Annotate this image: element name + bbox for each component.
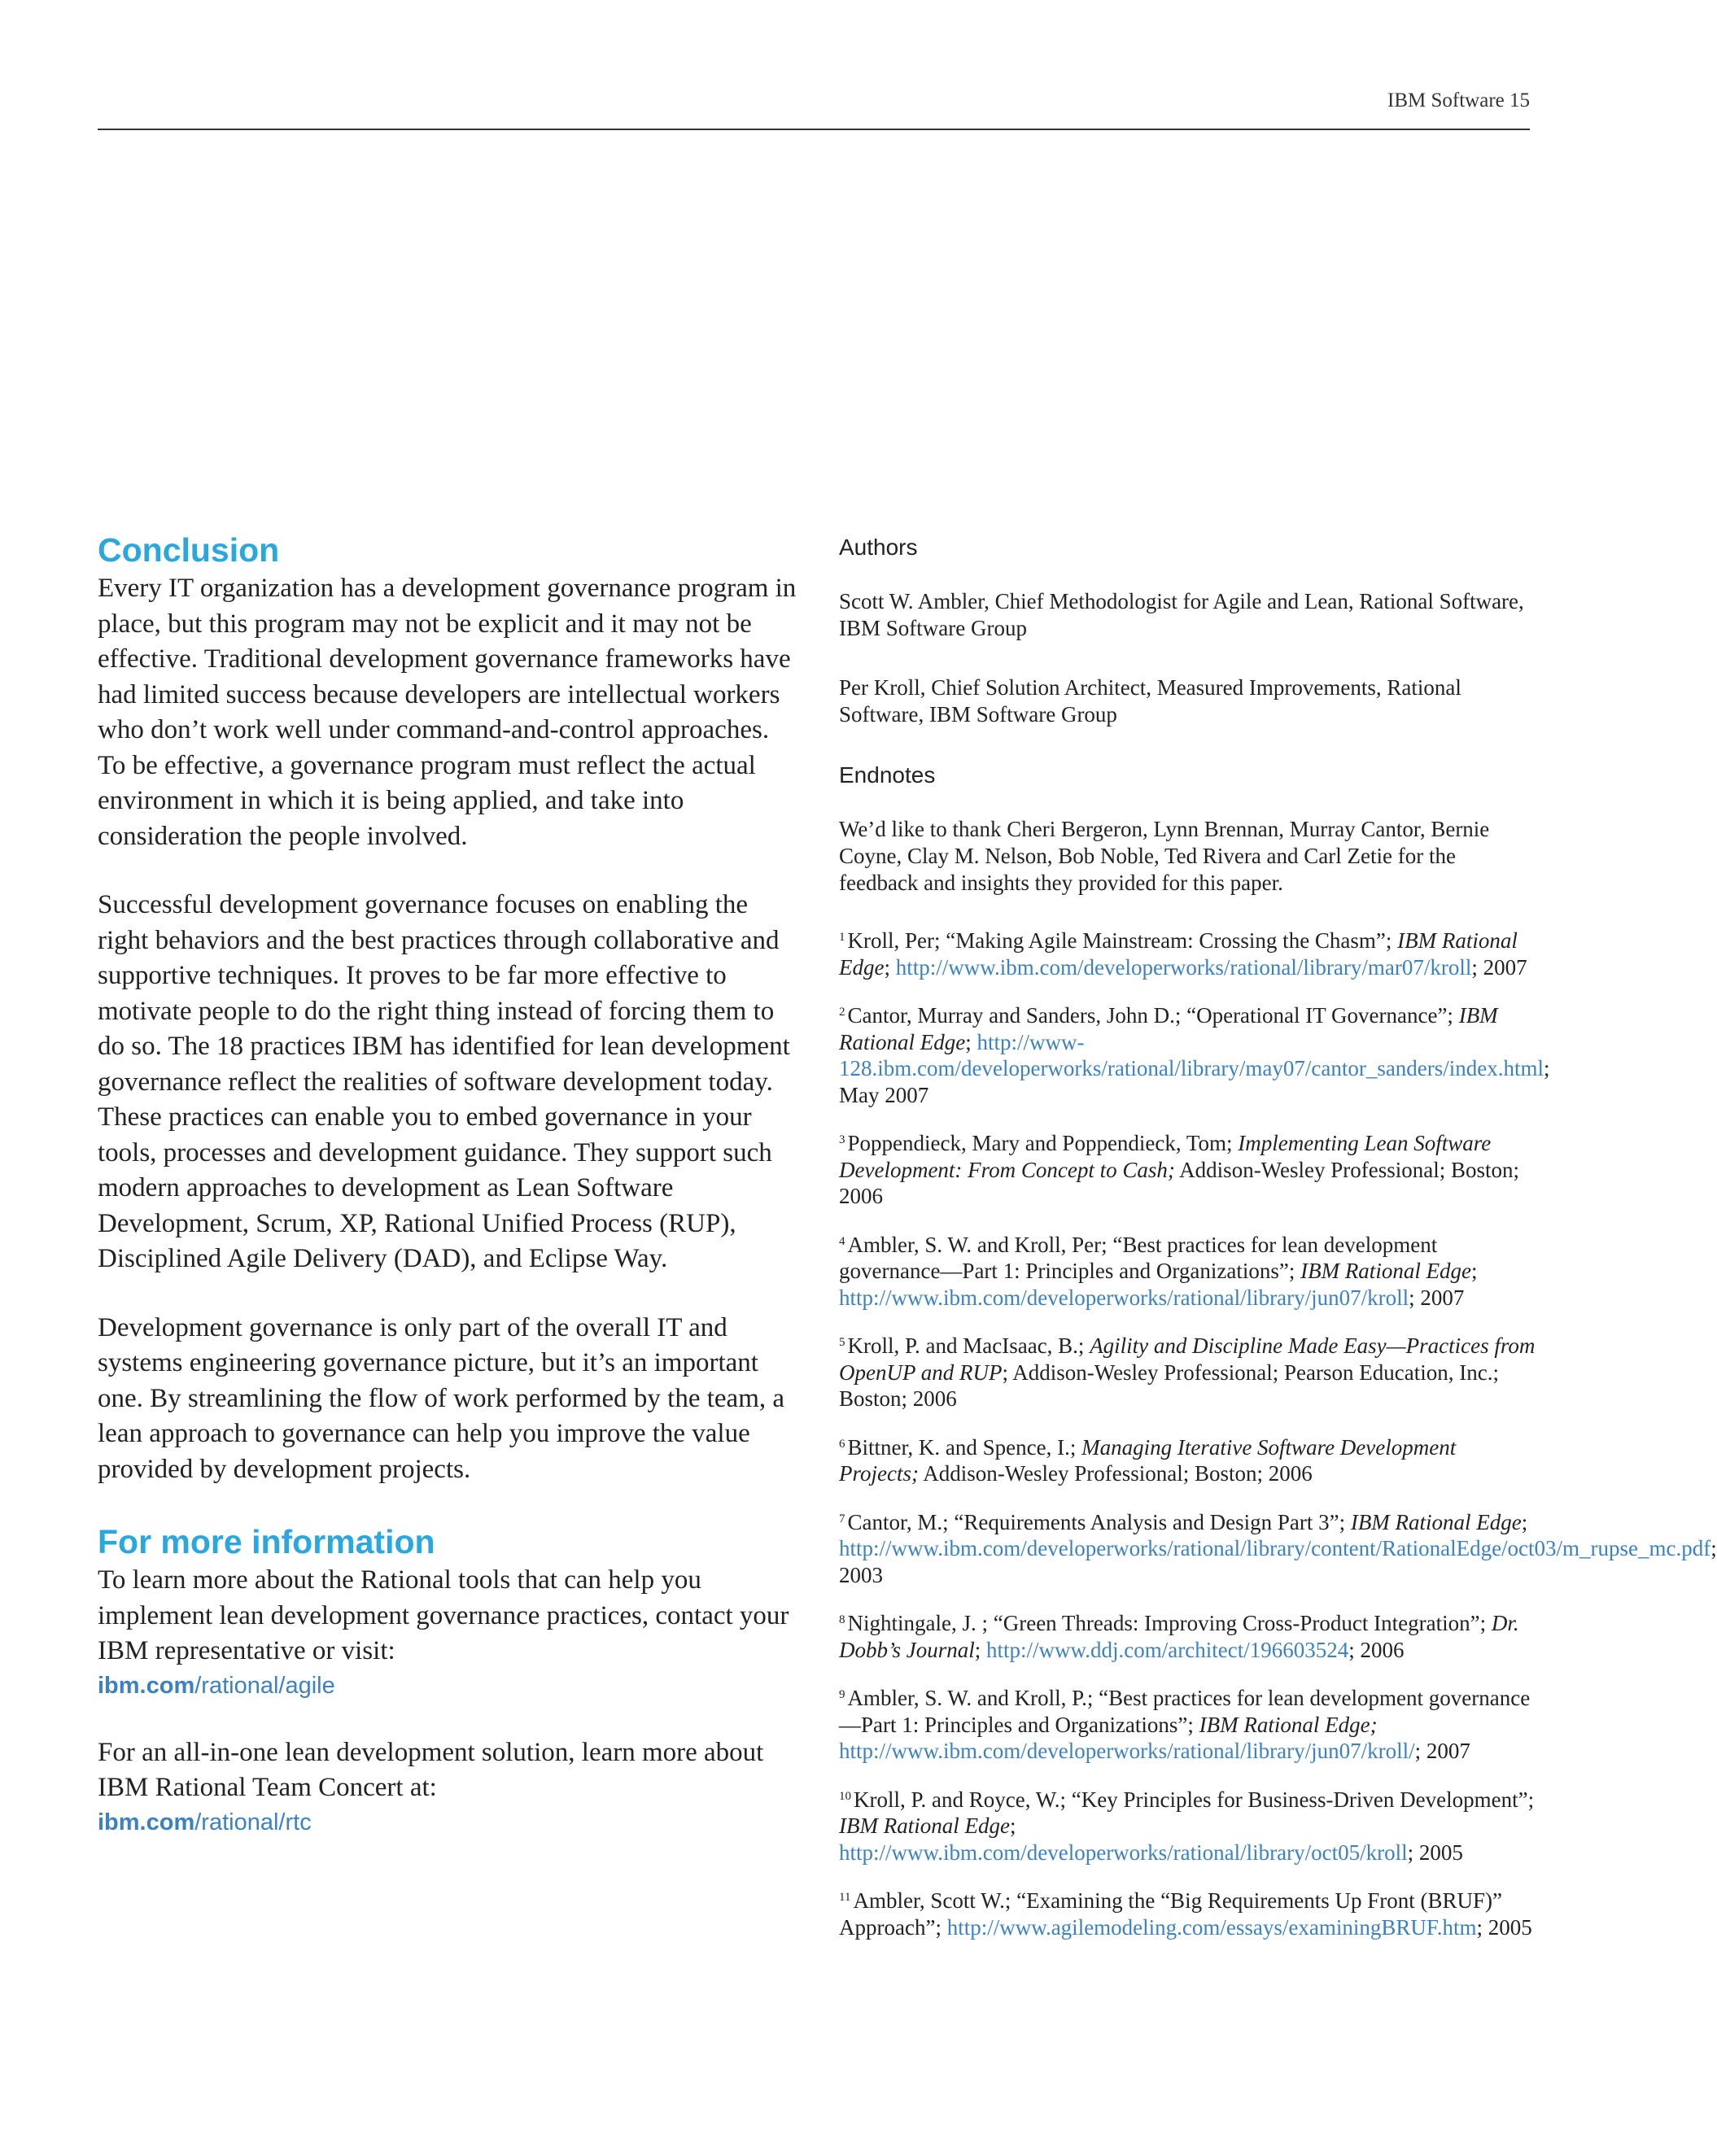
conclusion-heading: Conclusion [98, 531, 280, 569]
sidebar-column [839, 533, 1717, 1959]
endnote-text: Poppendieck, Mary and Poppendieck, Tom; [847, 1131, 1239, 1155]
endnote-text: Kroll, P. and MacIsaac, B.; [847, 1333, 1090, 1358]
endnote-publication: Managing Iterative Software Development Projects; [839, 1434, 1457, 1486]
endnote-year: ; 2003 [839, 1536, 1717, 1587]
conclusion-paragraph-2: Successful development governance focuses on enabling the right behaviors and the best practices through collaborative and supportive techniques. It proves to be far more effective to motivate people to do the right thing instead of forcing them to do so. The 18 practices IBM has identified for lean development governance reflect the realities of software development today. These practices can enable you to embed governance in your tools, processes and development guidance. They support such modern approaches to development as Lean Software Development, Scrum, XP, Rational Unified Process (RUP), Disciplined Agile Delivery (DAD), and Eclipse Way. [98, 890, 790, 1273]
endnote-text: Ambler, S. W. and Kroll, P.; “Best practices for lean development governance—Part 1: Principles and Organizations”; [839, 1686, 1531, 1737]
link-path: /rational/agile [194, 1672, 335, 1699]
page-header: IBM Software 15 [1387, 89, 1530, 111]
endnote-url-link[interactable]: http://www.agilemodeling.com/essays/examiningBRUF.htm [946, 1914, 1477, 1940]
endnote-year: ; May 2007 [839, 1056, 1550, 1107]
endnote-url-link[interactable]: http://www.ddj.com/architect/196603524 [986, 1637, 1349, 1662]
more-info-paragraph-2: For an all-in-one lean development solution, learn more about IBM Rational Team Concert at: [98, 1737, 764, 1802]
endnote-text: ; Addison-Wesley Professional; Pearson Education, Inc.; Boston; 2006 [839, 1360, 1499, 1411]
endnote-number: 3 [839, 1133, 845, 1146]
endnote-number: 9 [839, 1688, 845, 1701]
endnote-text: ; [974, 1637, 987, 1662]
endnote-3 [839, 1127, 1539, 1210]
endnote-number: 10 [839, 1789, 851, 1803]
link-path: /rational/rtc [194, 1809, 312, 1835]
endnote-text: Addison-Wesley Professional; Boston; 2006 [839, 1157, 1519, 1208]
author-entry: Per Kroll, Chief Solution Architect, Measured Improvements, Rational Software, IBM Software Group [839, 675, 1461, 727]
endnote-publication: IBM Rational Edge; [1199, 1712, 1378, 1737]
endnote-text: ; [884, 954, 896, 980]
endnote-10 [839, 1783, 1539, 1866]
endnote-publication: Agility and Discipline Made Easy—Practices from OpenUP and RUP [839, 1333, 1536, 1385]
author-entry: Scott W. Ambler, Chief Methodologist for Agile and Lean, Rational Software, IBM Software Group [839, 589, 1524, 640]
endnote-text: Ambler, Scott W.; “Examining the “Big Requirements Up Front (BRUF)” Approach”; [839, 1888, 1503, 1940]
endnote-publication: IBM Rational Edge [1350, 1509, 1522, 1534]
more-information-heading: For more information [98, 1523, 435, 1560]
rational-agile-link[interactable] [98, 1669, 799, 1702]
endnote-number: 1 [839, 931, 845, 944]
endnote-8 [839, 1607, 1539, 1663]
header-divider [98, 129, 1530, 130]
endnote-number: 11 [839, 1891, 851, 1904]
endnote-year: ; 2007 [1414, 1739, 1470, 1763]
conclusion-paragraph-3: Development governance is only part of the overall IT and systems engineering governance picture, but it’s an important one. By streamlining the flow of work performed by the team, a lean approach to governance can help you improve the value provided by development projects. [98, 1312, 785, 1484]
endnote-publication: IBM Rational Edge [839, 1813, 1010, 1838]
endnote-year: ; 2005 [1407, 1840, 1463, 1865]
endnote-year: ; 2006 [1348, 1637, 1405, 1662]
endnote-text: Kroll, Per; “Making Agile Mainstream: Crossing the Chasm”; [847, 928, 1398, 953]
conclusion-paragraph-1: Every IT organization has a development governance program in place, but this program may not be explicit and it may not be effective. Traditional development governance frameworks have had limited success because developers are intellectual workers who don’t work well under command-and-control approaches. To be effective, a governance program must reflect the actual environment in which it is being applied, and take into consideration the people involved. [98, 574, 797, 851]
endnote-url-link[interactable]: http://www-128.ibm.com/developerworks/rational/library/may07/cantor_sanders/index.html [839, 1029, 1544, 1080]
endnote-text: Addison-Wesley Professional; Boston; 2006 [918, 1461, 1313, 1486]
endnote-url-link[interactable]: http://www.ibm.com/developerworks/rational/library/mar07/kroll [895, 954, 1472, 980]
endnote-url-link[interactable]: http://www.ibm.com/developerworks/rational/library/jun07/kroll/ [839, 1739, 1415, 1763]
endnote-11 [839, 1884, 1539, 1940]
endnote-5 [839, 1329, 1539, 1412]
rational-rtc-link[interactable] [98, 1806, 799, 1839]
endnotes-heading: Endnotes [839, 762, 936, 788]
endnote-number: 7 [839, 1512, 845, 1525]
endnote-text: Cantor, Murray and Sanders, John D.; “Operational IT Governance”; [847, 1003, 1459, 1028]
endnote-number: 6 [839, 1437, 845, 1451]
more-info-paragraph-1: To learn more about the Rational tools that can help you implement lean development governance practices, contact your IBM representative or visit: [98, 1565, 789, 1665]
main-column [98, 529, 799, 1839]
endnote-4 [839, 1229, 1539, 1311]
endnote-text: ; [1009, 1813, 1016, 1838]
endnote-publication: Implementing Lean Software Development: From Concept to Cash; [839, 1131, 1492, 1182]
endnote-url-link[interactable]: http://www.ibm.com/developerworks/rational/library/jun07/kroll [839, 1285, 1409, 1310]
endnote-number: 4 [839, 1234, 845, 1248]
endnote-text: Cantor, M.; “Requirements Analysis and Design Part 3”; [847, 1509, 1351, 1534]
endnote-year: ; 2005 [1476, 1914, 1532, 1940]
endnote-publication: IBM Rational Edge [839, 1003, 1498, 1054]
endnote-text: Nightingale, J. ; “Green Threads: Improving Cross-Product Integration”; [847, 1611, 1492, 1635]
endnote-year: ; 2007 [1471, 954, 1527, 980]
authors-heading: Authors [839, 535, 918, 560]
endnote-6 [839, 1431, 1539, 1487]
acknowledgements: We’d like to thank Cheri Bergeron, Lynn Brennan, Murray Cantor, Bernie Coyne, Clay M. Nelson, Bob Noble, Ted Rivera and Carl Zetie for the feedback and insights they provided for this paper. [839, 817, 1490, 895]
endnotes-list [839, 924, 1717, 1940]
link-domain: ibm.com [98, 1672, 195, 1699]
endnote-text: Kroll, P. and Royce, W.; “Key Principles for Business-Driven Development”; [854, 1787, 1535, 1812]
endnote-year: ; 2007 [1409, 1285, 1465, 1310]
endnote-text: ; [1521, 1509, 1528, 1534]
endnote-text: Ambler, S. W. and Kroll, Per; “Best practices for lean development governance—Part 1: Principles and Organizations”; [839, 1232, 1438, 1283]
endnote-1 [839, 924, 1539, 980]
endnote-number: 5 [839, 1336, 845, 1349]
endnote-9 [839, 1682, 1539, 1765]
endnote-text: ; [965, 1029, 977, 1054]
endnote-number: 2 [839, 1006, 845, 1019]
endnote-text: Bittner, K. and Spence, I.; [847, 1434, 1082, 1460]
endnote-publication: IBM Rational Edge [839, 928, 1518, 980]
endnote-publication: IBM Rational Edge [1300, 1259, 1472, 1283]
endnote-text: ; [1471, 1259, 1478, 1283]
link-domain: ibm.com [98, 1809, 195, 1835]
endnote-url-link[interactable]: http://www.ibm.com/developerworks/rational/library/oct05/kroll [839, 1840, 1408, 1865]
endnote-7 [839, 1506, 1717, 1589]
endnote-2 [839, 999, 1550, 1108]
endnote-publication: Dr. Dobb’s Journal [839, 1611, 1519, 1662]
endnote-number: 8 [839, 1613, 845, 1626]
endnote-url-link[interactable]: http://www.ibm.com/developerworks/rational/library/content/RationalEdge/oct03/m_rupse_mc.pdf [839, 1536, 1711, 1560]
